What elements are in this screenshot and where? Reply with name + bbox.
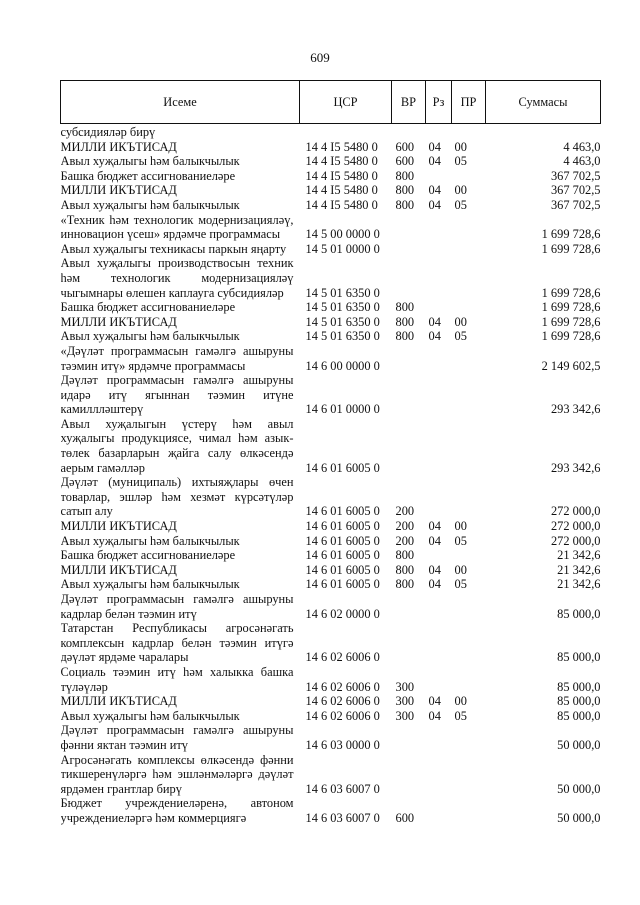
table-row — [61, 140, 601, 155]
row-name: Авыл хуҗалыгы һәм балыкчылык — [60, 197, 240, 212]
row-pr — [452, 753, 486, 797]
row-csr — [300, 124, 392, 140]
table-row — [61, 665, 601, 694]
table-row — [61, 796, 601, 825]
table-row — [61, 563, 601, 578]
row-pr — [452, 548, 486, 563]
row-pr — [452, 344, 486, 373]
row-vr: 800 — [395, 183, 415, 198]
row-csr: 14 6 01 6005 0 — [305, 577, 380, 592]
row-vr — [392, 592, 426, 621]
row-csr: 14 6 01 6005 0 — [305, 562, 380, 577]
row-vr: 800 — [395, 548, 415, 563]
table-row — [61, 709, 601, 724]
row-name: «Техник һәм технологик модернизацияләү, инновацион үсеш» ярдәмче программасы — [60, 212, 294, 242]
row-pr: 05 — [454, 197, 467, 212]
row-pr: 00 — [454, 183, 467, 198]
row-name: Башка бюджет ассигнованиеләре — [60, 300, 236, 315]
row-vr: 300 — [395, 708, 415, 723]
row-csr: 14 4 I5 5480 0 — [305, 168, 378, 183]
row-pr — [452, 621, 486, 665]
row-name: Социаль тәэмин итү һәм халыкка башка түләүләр — [60, 664, 294, 694]
table-row — [61, 169, 601, 184]
table-row — [61, 124, 601, 140]
row-vr — [392, 373, 426, 417]
row-vr: 600 — [395, 139, 415, 154]
row-pr: 00 — [454, 562, 467, 577]
row-pr — [452, 256, 486, 300]
row-sum: 50 000,0 — [557, 737, 601, 752]
row-pr — [452, 796, 486, 825]
row-rz: 04 — [428, 577, 441, 592]
row-csr: 14 6 01 6005 0 — [305, 548, 380, 563]
row-rz: 04 — [428, 519, 441, 534]
row-sum: 21 342,6 — [557, 548, 601, 563]
table-row — [61, 183, 601, 198]
row-sum: 1 699 728,6 — [541, 300, 601, 315]
header-pr: ПР — [452, 81, 486, 124]
row-vr — [392, 753, 426, 797]
row-sum: 1 699 728,6 — [541, 314, 601, 329]
row-rz: 04 — [428, 533, 441, 548]
row-vr: 800 — [395, 329, 415, 344]
table-row — [61, 344, 601, 373]
table-row — [61, 373, 601, 417]
row-csr: 14 6 01 6005 0 — [305, 460, 380, 475]
row-rz: 04 — [428, 694, 441, 709]
row-vr — [392, 417, 426, 475]
table-row — [61, 198, 601, 213]
row-csr: 14 6 01 6005 0 — [305, 504, 380, 519]
row-pr — [452, 723, 486, 752]
row-name: Дәүләт программасын гамәлгә ашыруны кадрлар белән тәэмин итү — [60, 592, 294, 621]
row-vr: 300 — [395, 679, 415, 694]
row-vr: 200 — [395, 519, 415, 534]
row-rz — [426, 213, 452, 242]
row-name: Авыл хуҗалыгы производствосын техник һәм технологик модернизацияләү чыгымнары өлешен каплауга субсидияләр — [60, 256, 294, 300]
row-csr: 14 6 01 6005 0 — [305, 519, 380, 534]
row-vr: 800 — [395, 577, 415, 592]
row-vr: 800 — [395, 300, 415, 315]
row-pr: 00 — [454, 694, 467, 709]
row-rz: 04 — [428, 314, 441, 329]
row-name: Авыл хуҗалыгы һәм балыкчылык — [60, 708, 240, 723]
row-name: Авыл хуҗалыгы һәм балыкчылык — [60, 154, 240, 169]
row-rz: 04 — [428, 329, 441, 344]
row-sum: 367 702,5 — [550, 183, 601, 198]
row-name: Бюджет учреждениеләренә, автоном учреждениеләргә һәм коммерциягә — [60, 796, 294, 825]
row-sum: 85 000,0 — [557, 606, 601, 621]
row-name: Башка бюджет ассигнованиеләре — [60, 548, 236, 563]
row-sum: 85 000,0 — [557, 708, 601, 723]
row-sum: 4 463,0 — [563, 139, 601, 154]
header-rz: Рз — [426, 81, 452, 124]
row-pr — [452, 373, 486, 417]
table-row — [61, 577, 601, 592]
table-header-row — [61, 81, 601, 124]
row-name: МИЛЛИ ИКЪТИСАД — [60, 519, 177, 534]
header-csr: ЦСР — [300, 81, 392, 124]
table-row — [61, 475, 601, 519]
row-pr: 05 — [454, 329, 467, 344]
row-name: МИЛЛИ ИКЪТИСАД — [60, 183, 177, 198]
table-row — [61, 694, 601, 709]
row-name: Авыл хуҗалыгы һәм балыкчылык — [60, 577, 240, 592]
row-csr: 14 5 01 6350 0 — [305, 285, 380, 300]
header-name: Исеме — [61, 81, 300, 124]
row-sum: 1 699 728,6 — [541, 329, 601, 344]
row-pr — [452, 592, 486, 621]
row-name: Агросәнәгать комплексы өлкәсендә фәнни тикшеренүләргә һәм эшләнмәләргә дәүләт ярдәмен грантлар бирү — [60, 752, 294, 796]
row-rz: 04 — [428, 183, 441, 198]
row-rz — [426, 548, 452, 563]
row-rz — [426, 373, 452, 417]
row-rz: 04 — [428, 197, 441, 212]
row-vr: 800 — [395, 562, 415, 577]
table-row — [61, 753, 601, 797]
row-sum: 85 000,0 — [557, 694, 601, 709]
row-vr — [392, 213, 426, 242]
row-vr: 200 — [395, 504, 415, 519]
table-row — [61, 417, 601, 475]
row-sum: 1 699 728,6 — [541, 285, 601, 300]
row-rz — [426, 256, 452, 300]
row-csr: 14 5 01 6350 0 — [305, 329, 380, 344]
row-csr: 14 6 02 6006 0 — [305, 708, 380, 723]
row-csr: 14 6 01 0000 0 — [305, 402, 380, 417]
row-pr: 00 — [454, 314, 467, 329]
row-name: Авыл хуҗалыгы һәм балыкчылык — [60, 329, 240, 344]
row-vr — [392, 256, 426, 300]
row-rz: 04 — [428, 708, 441, 723]
row-name: Авыл хуҗалыгы техникасы паркын яңарту — [60, 241, 287, 256]
row-name: «Дәүләт программасын гамәлгә ашыруны тәэмин итү» ярдәмче программасы — [60, 343, 294, 373]
row-name: Дәүләт (муниципаль) ихтыяҗлары өчен товарлар, эшләр һәм хезмәт күрсәтүләр сатып алу — [60, 475, 294, 519]
row-vr — [392, 621, 426, 665]
row-sum: 367 702,5 — [550, 197, 601, 212]
row-sum: 50 000,0 — [557, 781, 601, 796]
table-row — [61, 256, 601, 300]
row-sum: 367 702,5 — [550, 168, 601, 183]
row-pr — [452, 417, 486, 475]
row-sum: 293 342,6 — [550, 402, 601, 417]
row-vr: 200 — [395, 533, 415, 548]
row-pr: 05 — [454, 533, 467, 548]
row-csr: 14 5 00 0000 0 — [305, 227, 380, 242]
page-number: 609 — [310, 50, 330, 65]
row-pr — [452, 300, 486, 315]
row-pr — [452, 213, 486, 242]
row-rz — [426, 592, 452, 621]
table-row — [61, 534, 601, 549]
row-name: Дәүләт программасын гамәлгә ашыруны идарә итү ягыннан тәэмин итүне камиллләштерү — [60, 373, 294, 417]
row-name: МИЛЛИ ИКЪТИСАД — [60, 314, 177, 329]
row-sum: 293 342,6 — [550, 460, 601, 475]
row-pr: 05 — [454, 708, 467, 723]
row-csr: 14 6 02 6006 0 — [305, 679, 380, 694]
row-vr: 800 — [395, 197, 415, 212]
row-sum: 85 000,0 — [557, 679, 601, 694]
row-vr: 600 — [395, 810, 415, 825]
row-pr — [452, 665, 486, 694]
row-vr — [392, 124, 426, 140]
row-pr: 05 — [454, 154, 467, 169]
table-row — [61, 329, 601, 344]
row-csr: 14 6 02 0000 0 — [305, 606, 380, 621]
row-sum: 1 699 728,6 — [541, 227, 601, 242]
row-pr — [452, 475, 486, 519]
row-sum: 272 000,0 — [550, 533, 601, 548]
row-name: Башка бюджет ассигнованиеләре — [60, 168, 236, 183]
header-vr: ВР — [392, 81, 426, 124]
row-rz — [426, 417, 452, 475]
row-name: Авыл хуҗалыгын үстерү һәм авыл хуҗалыгы продукциясе, чимал һәм азык-төлек базарларын җайга салу өлкәсендә аерым гамәлләр — [60, 416, 294, 475]
row-pr — [452, 169, 486, 184]
row-rz — [426, 169, 452, 184]
row-vr — [392, 723, 426, 752]
row-rz — [426, 621, 452, 665]
row-sum: 1 699 728,6 — [541, 241, 601, 256]
row-sum: 272 000,0 — [550, 519, 601, 534]
header-sum: Суммасы — [486, 81, 601, 124]
row-csr: 14 6 03 0000 0 — [305, 737, 380, 752]
row-sum: 4 463,0 — [563, 154, 601, 169]
table-row — [61, 723, 601, 752]
row-rz — [426, 665, 452, 694]
row-vr: 600 — [395, 154, 415, 169]
row-csr: 14 4 I5 5480 0 — [305, 154, 378, 169]
table-body — [61, 124, 601, 826]
row-csr: 14 6 02 6006 0 — [305, 650, 380, 665]
table-row — [61, 519, 601, 534]
row-vr: 800 — [395, 314, 415, 329]
row-csr: 14 6 03 6007 0 — [305, 810, 380, 825]
row-sum: 2 149 602,5 — [541, 358, 601, 373]
row-vr — [392, 344, 426, 373]
table-row — [61, 300, 601, 315]
row-vr: 800 — [395, 168, 415, 183]
row-pr: 00 — [454, 139, 467, 154]
row-pr — [452, 124, 486, 140]
row-rz — [426, 723, 452, 752]
row-csr: 14 4 I5 5480 0 — [305, 197, 378, 212]
row-csr: 14 6 00 0000 0 — [305, 358, 380, 373]
table-row — [61, 213, 601, 242]
row-sum: 85 000,0 — [557, 650, 601, 665]
table-row — [61, 315, 601, 330]
table-row — [61, 154, 601, 169]
row-rz — [426, 796, 452, 825]
row-rz: 04 — [428, 562, 441, 577]
row-csr: 14 4 I5 5480 0 — [305, 183, 378, 198]
table-row — [61, 592, 601, 621]
table-row — [61, 242, 601, 257]
table-row — [61, 621, 601, 665]
row-pr — [452, 242, 486, 257]
row-sum: 50 000,0 — [557, 810, 601, 825]
row-name: Авыл хуҗалыгы һәм балыкчылык — [60, 533, 240, 548]
row-name: МИЛЛИ ИКЪТИСАД — [60, 562, 177, 577]
row-vr: 300 — [395, 694, 415, 709]
row-rz — [426, 300, 452, 315]
row-vr — [392, 242, 426, 257]
row-rz — [426, 344, 452, 373]
row-rz: 04 — [428, 154, 441, 169]
row-pr: 05 — [454, 577, 467, 592]
row-sum — [486, 124, 601, 140]
row-csr: 14 6 01 6005 0 — [305, 533, 380, 548]
row-csr: 14 4 I5 5480 0 — [305, 139, 378, 154]
row-csr: 14 6 02 6006 0 — [305, 694, 380, 709]
budget-table — [60, 80, 601, 826]
row-name: МИЛЛИ ИКЪТИСАД — [60, 139, 177, 154]
row-pr: 00 — [454, 519, 467, 534]
row-rz: 04 — [428, 139, 441, 154]
row-sum: 21 342,6 — [557, 577, 601, 592]
table-row — [61, 548, 601, 563]
row-name: Дәүләт программасын гамәлгә ашыруны фәнни яктан тәэмин итү — [60, 723, 294, 752]
row-sum: 272 000,0 — [550, 504, 601, 519]
row-csr: 14 5 01 6350 0 — [305, 300, 380, 315]
row-rz — [426, 475, 452, 519]
row-rz — [426, 753, 452, 797]
row-csr: 14 5 01 0000 0 — [305, 241, 380, 256]
row-name: МИЛЛИ ИКЪТИСАД — [60, 694, 177, 709]
row-csr: 14 6 03 6007 0 — [305, 781, 380, 796]
row-sum: 21 342,6 — [557, 562, 601, 577]
row-name: субсидияләр бирү — [60, 125, 156, 139]
row-name: Татарстан Республикасы агросәнәгать комплексын кадрлар белән тәэмин итүгә дәүләт ярдәме чаралары — [60, 621, 294, 665]
row-csr: 14 5 01 6350 0 — [305, 314, 380, 329]
row-rz — [426, 124, 452, 140]
row-rz — [426, 242, 452, 257]
